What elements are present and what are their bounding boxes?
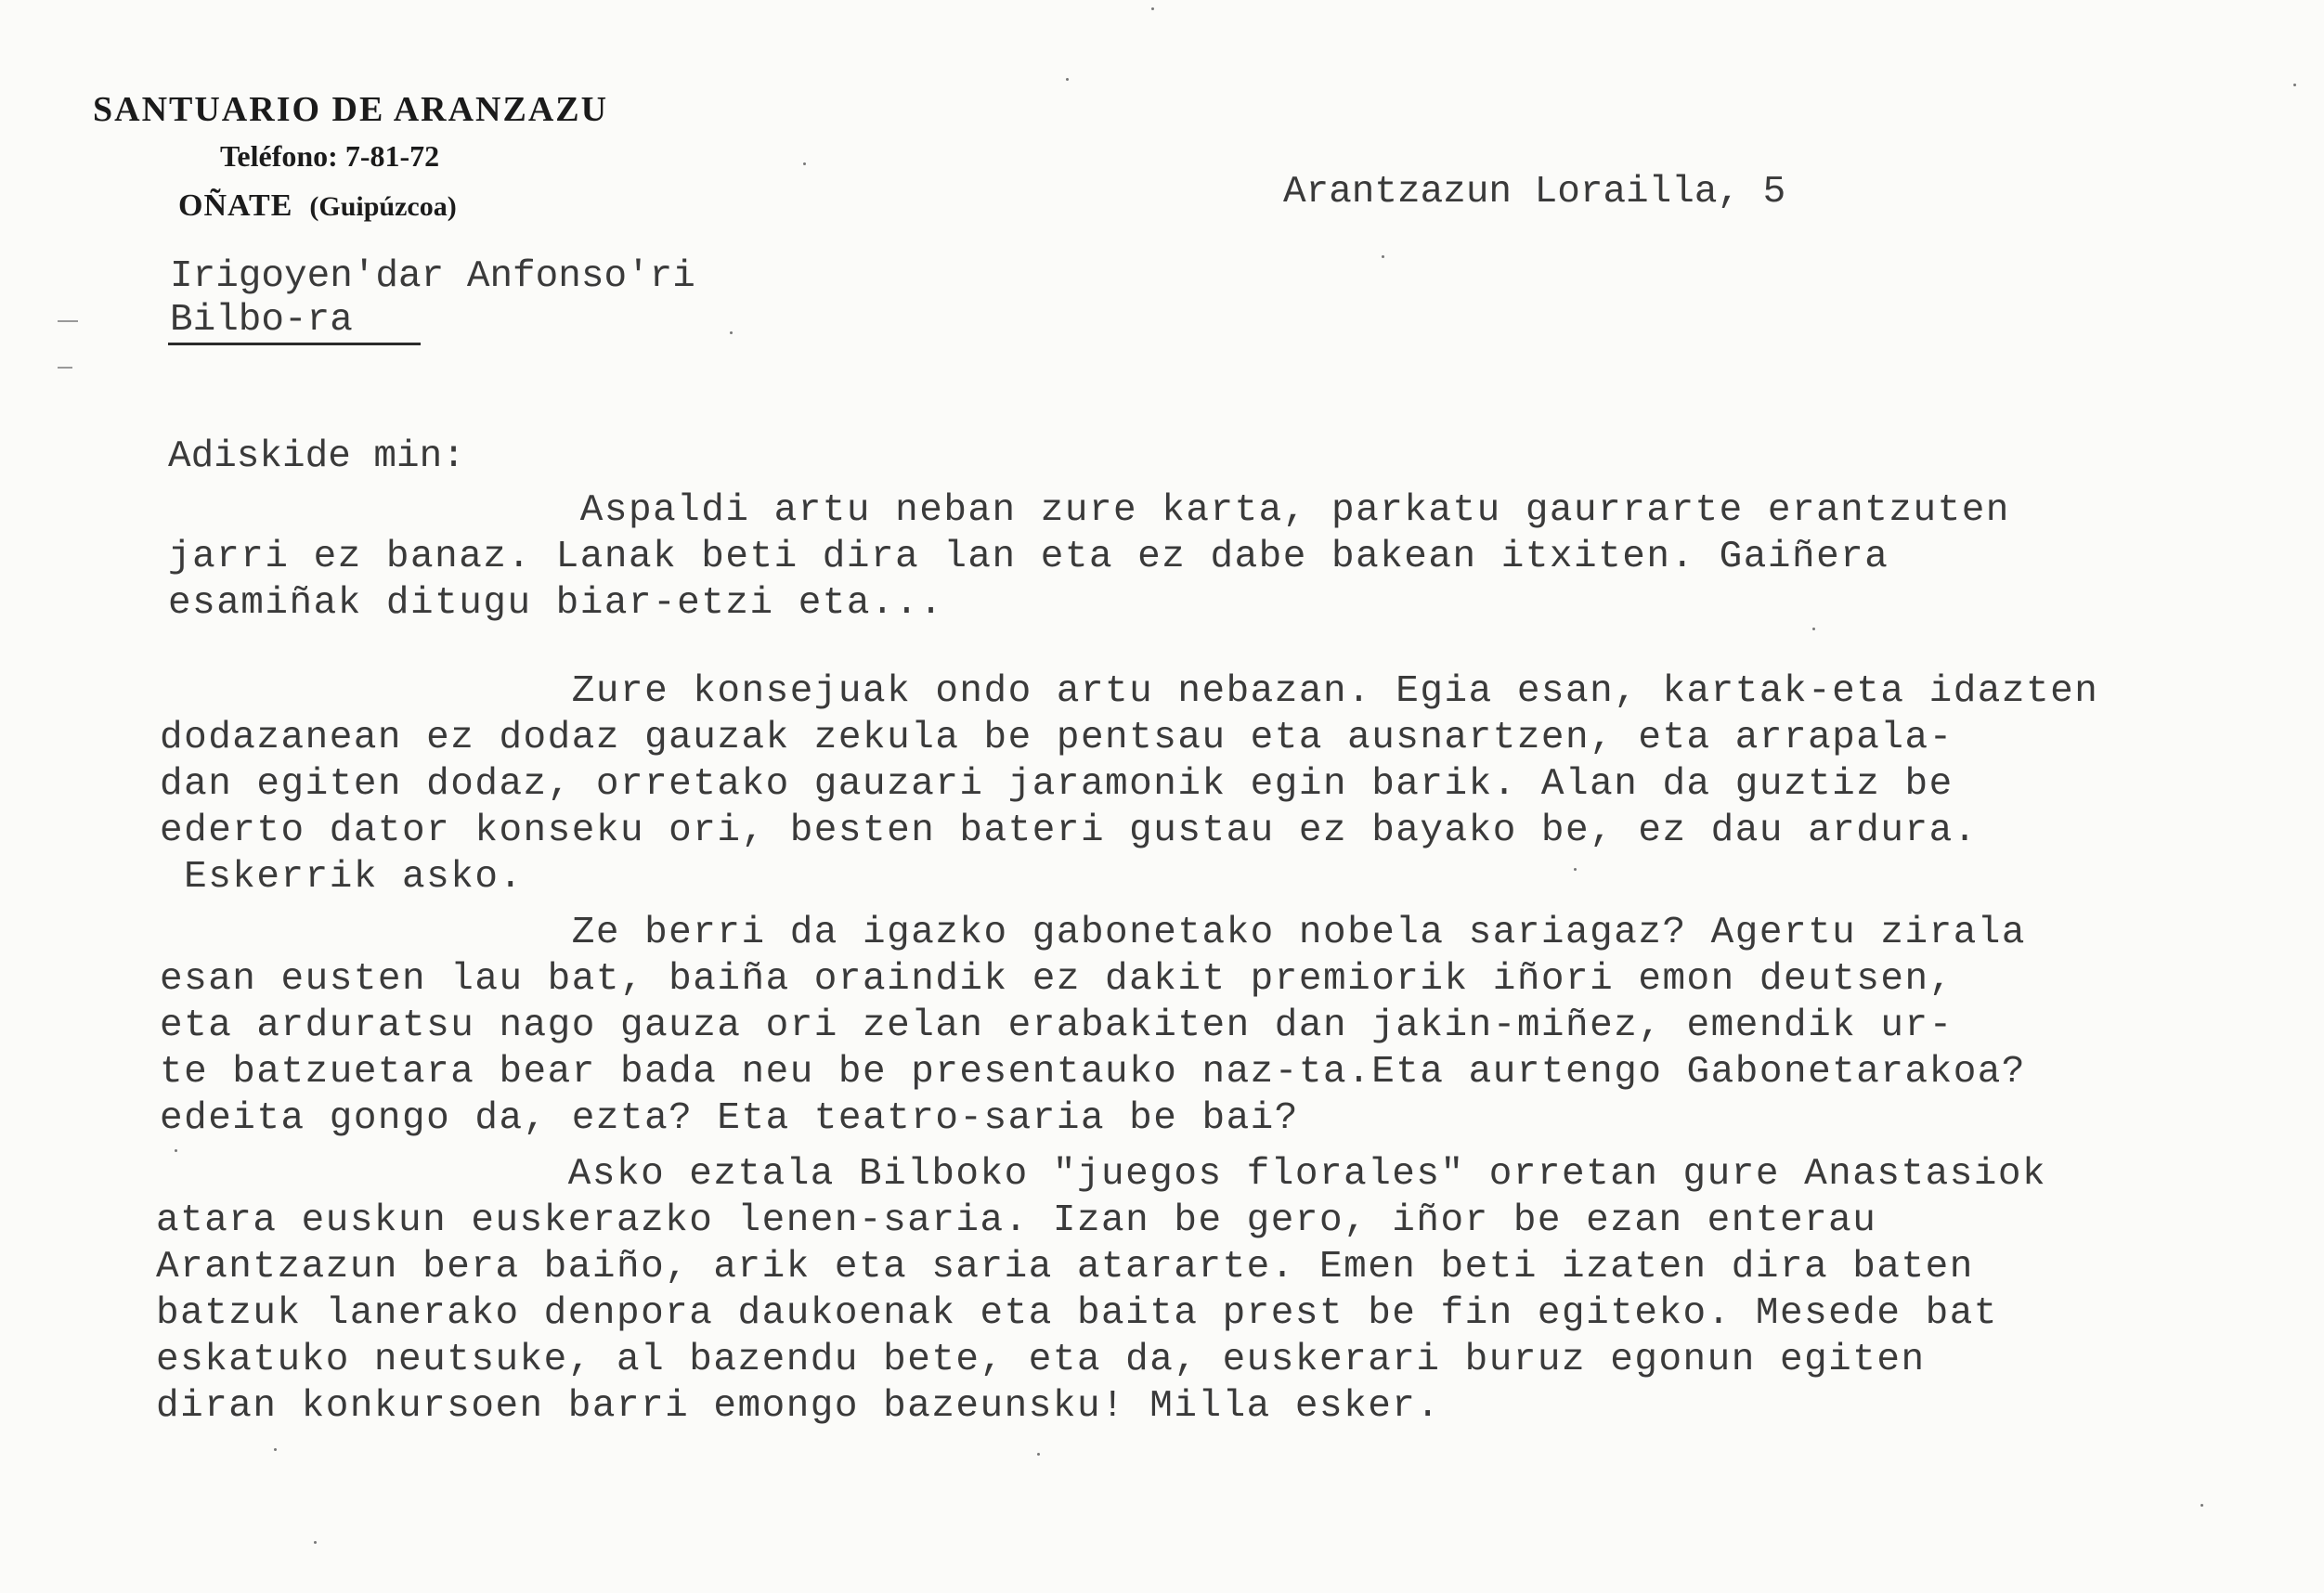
paper-speck: [730, 331, 733, 334]
paragraph-line: dodazanean ez dodaz gauzak zekula be pentsau eta ausnartzen, eta arrapala-: [160, 717, 1954, 759]
recipient-city: Bilbo-ra: [170, 299, 353, 342]
paragraph-line: Eskerrik asko.: [160, 856, 524, 899]
paper-speck: [2293, 84, 2296, 86]
paragraph-line: eskatuko neutsuke, al bazendu bete, eta da, euskerari buruz egonun egiten: [156, 1339, 1926, 1381]
letterhead-city-name: OÑATE: [178, 188, 293, 223]
paper-speck: [1382, 255, 1384, 258]
paragraph-line: edeita gongo da, ezta? Eta teatro-saria be bai?: [160, 1097, 1299, 1140]
paper-speck: [1151, 7, 1154, 10]
paragraph-line: Arantzazun bera baiño, arik eta saria atararte. Emen beti izaten dira baten: [156, 1246, 1974, 1289]
greeting: Adiskide min:: [168, 435, 465, 478]
paper-speck: [803, 162, 806, 165]
letter-date: Arantzazun Lorailla, 5: [1283, 171, 1786, 214]
paragraph-line: batzuk lanerako denpora daukoenak eta baita prest be fin egiteko. Mesede bat: [156, 1292, 1998, 1335]
paper-speck: [1812, 628, 1815, 630]
paper-speck: [314, 1541, 317, 1544]
margin-mark: [58, 320, 78, 322]
paragraph-line: te batzuetara bear bada neu be presentauko naz-ta.Eta aurtengo Gabonetarakoa?: [160, 1051, 2027, 1094]
paragraph-line: esan eusten lau bat, baiña oraindik ez dakit premiorik iñori emon deutsen,: [160, 958, 1954, 1001]
paper-speck: [175, 1149, 177, 1152]
paragraph-line: jarri ez banaz. Lanak beti dira lan eta ez dabe bakean itxiten. Gaiñera: [168, 536, 1889, 578]
letterhead-province: (Guipúzcoa): [309, 191, 457, 222]
paragraph-line: diran konkursoen barri emongo bazeunsku! Milla esker.: [156, 1385, 1441, 1428]
recipient-name: Irigoyen'dar Anfonso'ri: [170, 255, 695, 298]
paragraph-line: eta arduratsu nago gauza ori zelan erabakiten dan jakin-miñez, emendik ur-: [160, 1004, 1954, 1047]
paper-speck: [274, 1448, 277, 1451]
letterhead-city: [178, 188, 457, 224]
paper-speck: [1066, 78, 1069, 81]
paragraph-line: esamiñak ditugu biar-etzi eta...: [168, 582, 944, 625]
paragraph-line: Ze berri da igazko gabonetako nobela sariagaz? Agertu zirala: [160, 912, 2027, 954]
letterhead-name: SANTUARIO DE ARANZAZU: [93, 90, 609, 129]
paragraph-line: Zure konsejuak ondo artu nebazan. Egia esan, kartak-eta idazten: [160, 670, 2099, 713]
paragraph-line: Aspaldi artu neban zure karta, parkatu gaurrarte erantzuten: [168, 489, 2010, 532]
paper-speck: [2201, 1504, 2203, 1507]
paragraph-line: Asko eztala Bilboko "juegos florales" orretan gure Anastasiok: [156, 1153, 2047, 1196]
paragraph-line: dan egiten dodaz, orretako gauzari jaramonik egin barik. Alan da guztiz be: [160, 763, 1954, 806]
paragraph-line: atara euskun euskerazko lenen-saria. Izan be gero, iñor be ezan enterau: [156, 1199, 1877, 1242]
margin-mark: [58, 367, 72, 369]
recipient-city-underline: [168, 343, 421, 345]
letterhead-phone: Teléfono: 7-81-72: [220, 139, 440, 173]
paper-speck: [1037, 1453, 1040, 1456]
paragraph-line: ederto dator konseku ori, besten bateri gustau ez bayako be, ez dau ardura.: [160, 809, 1978, 852]
paper-speck: [1574, 868, 1577, 871]
